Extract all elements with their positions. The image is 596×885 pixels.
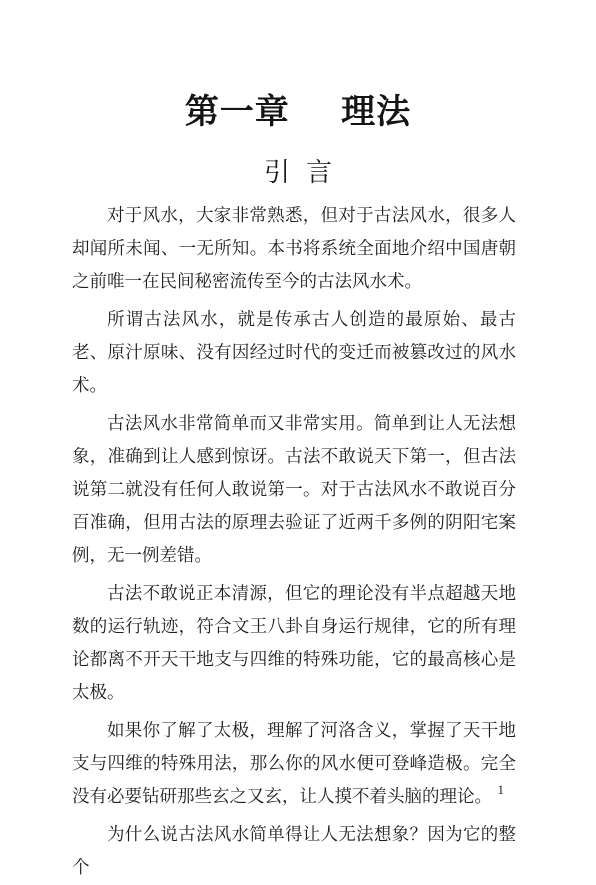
paragraph: 所谓古法风水，就是传承古人创造的最原始、最古老、原汁原味、没有因经过时代的变迁而被篡改过的风水术。 bbox=[72, 310, 516, 396]
section-title: 引言 bbox=[263, 158, 348, 188]
paragraph: 如果你了解了太极，理解了河洛含义，掌握了天干地支与四维的特殊用法，那么你的风水便可登峰造极。完全没有必要钻研那些玄之又玄，让人摸不着头脑的理论。 bbox=[72, 721, 516, 807]
page-number: 1 bbox=[497, 782, 504, 797]
paragraph: 为什么说古法风水简单得让人无法想象？因为它的整个 bbox=[72, 825, 516, 878]
paragraph: 古法不敢说正本清源，但它的理论没有半点超越天地数的运行轨迹，符合文王八卦自身运行规律，它的所有理论都离不开天干地支与四维的特殊功能，它的最高核心是太极。 bbox=[72, 584, 516, 703]
paragraph: 对于风水，大家非常熟悉，但对于古法风水，很多人却闻所未闻、一无所知。本书将系统全面地介绍中国唐朝之前唯一在民间秘密流传至今的古法风水术。 bbox=[72, 206, 516, 292]
chapter-title: 第一章 理法 bbox=[184, 92, 412, 132]
paragraph: 古法风水非常简单而又非常实用。简单到让人无法想象，准确到让人感到惊讶。古法不敢说天下第一，但古法说第二就没有任何人敢说第一。对于古法风水不敢说百分百准确，但用古法的原理去验证了近两千多例的阴阳宅案例，无一例差错。 bbox=[72, 414, 516, 566]
body-text bbox=[72, 200, 516, 885]
